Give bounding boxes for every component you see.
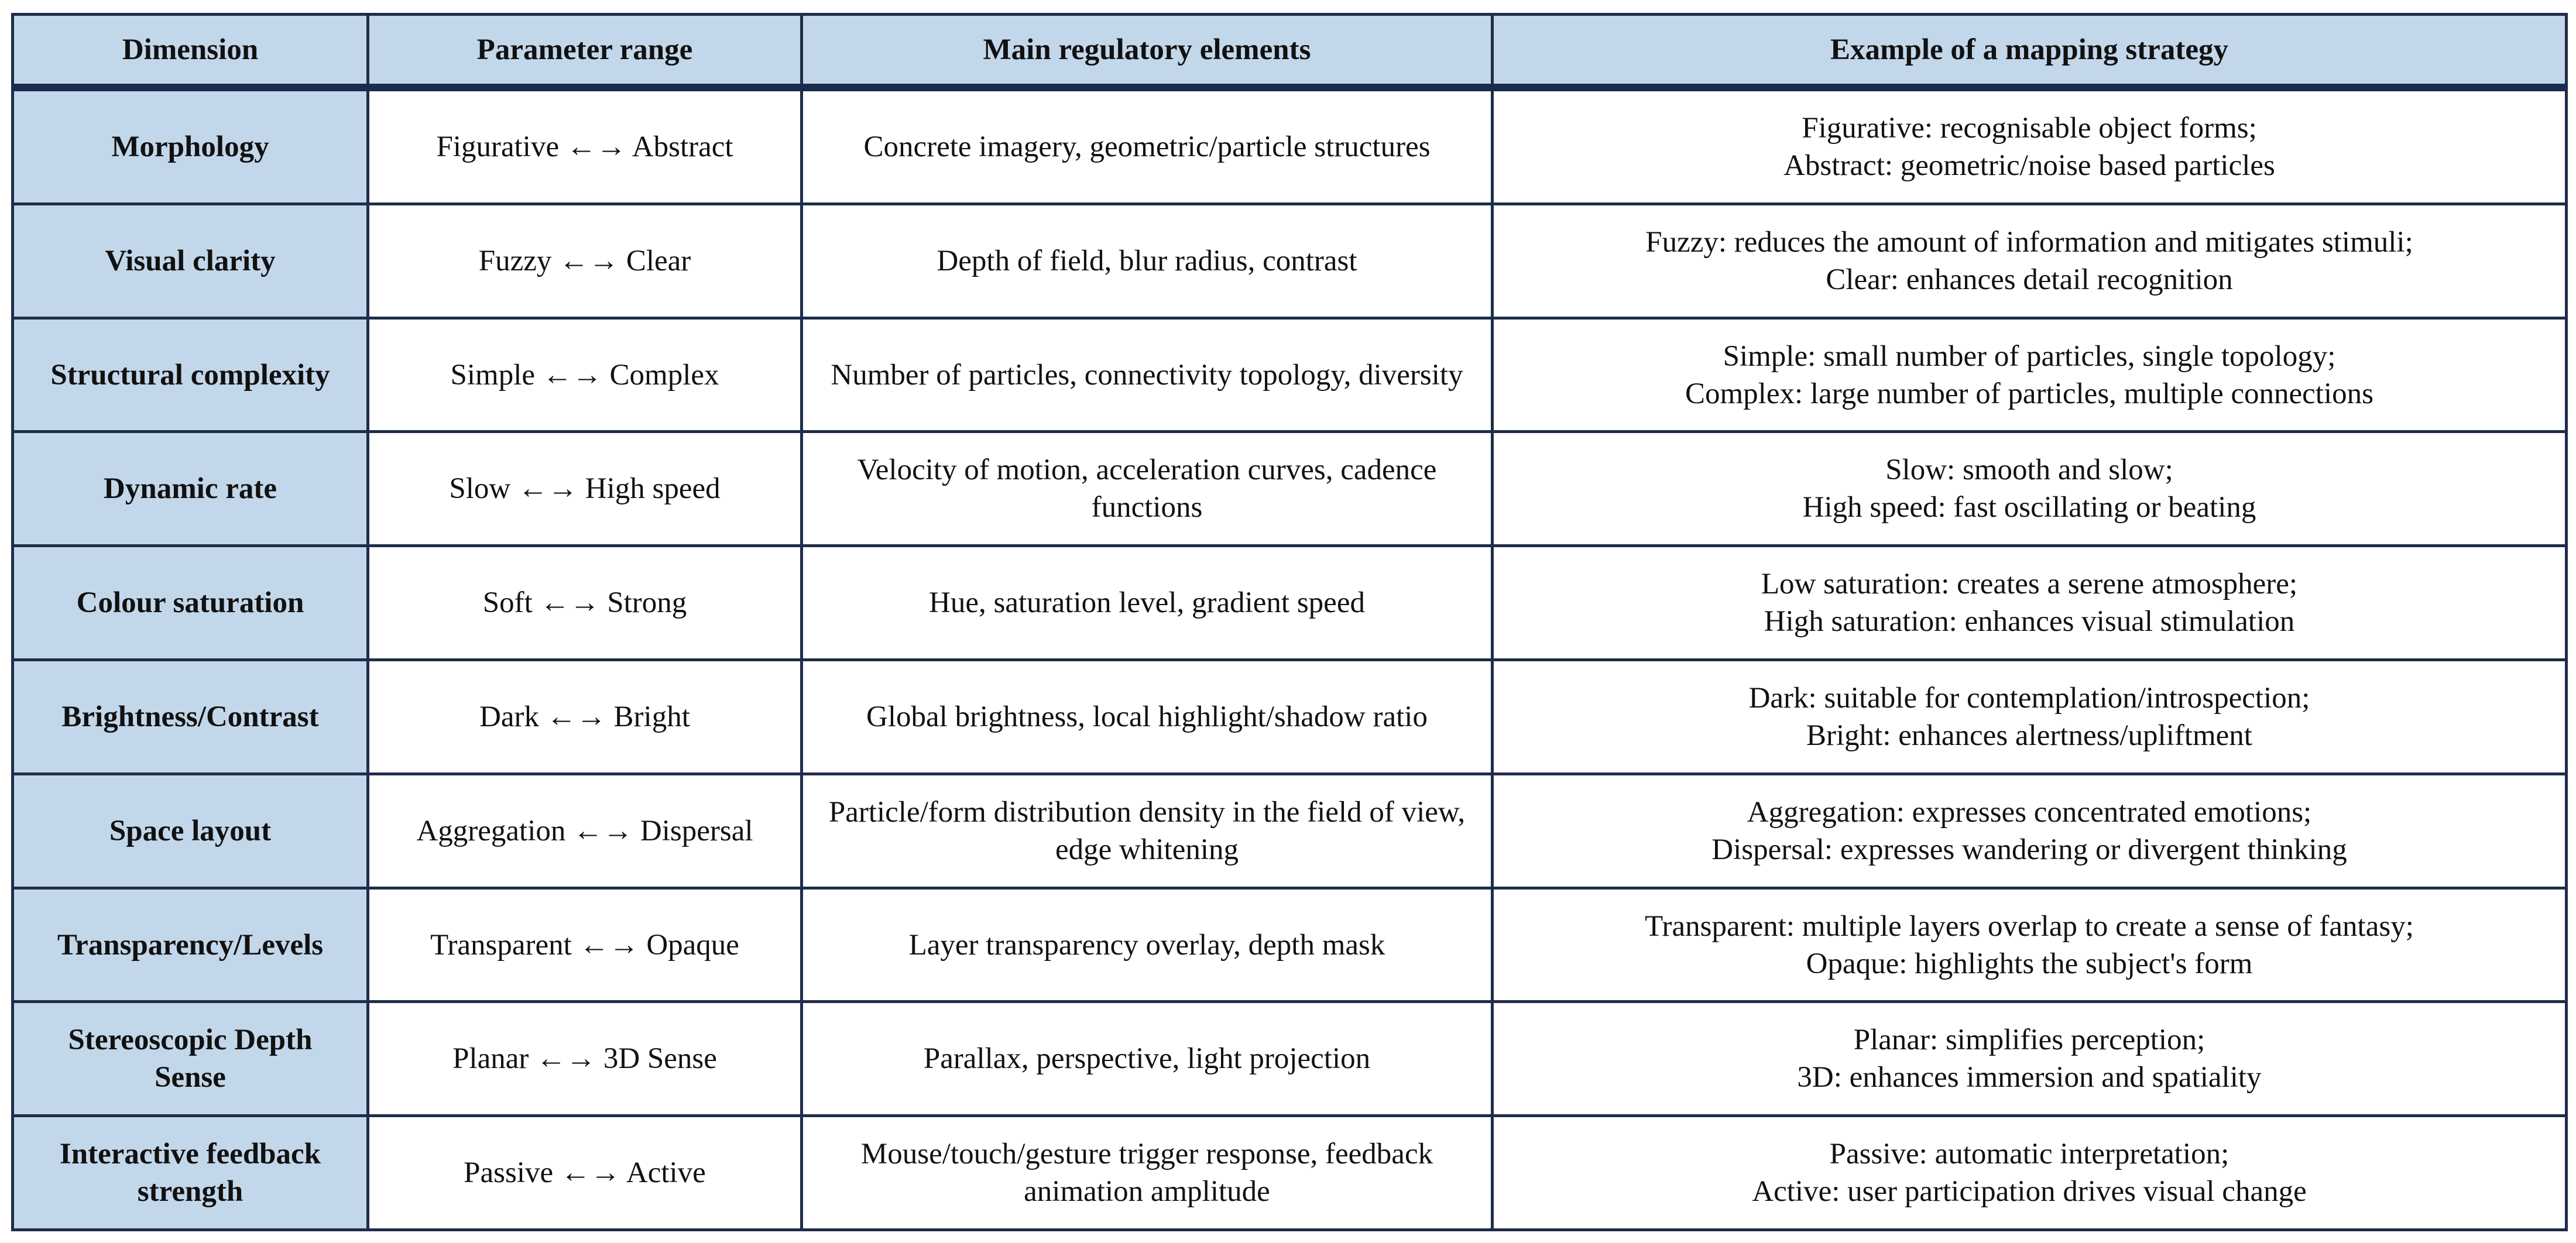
regulatory-elements-cell: Depth of field, blur radius, contrast [802, 204, 1493, 318]
mapping-strategy-line: Dispersal: expresses wandering or divergent thinking [1711, 833, 2347, 866]
mapping-strategy-line: Bright: enhances alertness/upliftment [1806, 719, 2252, 752]
mapping-strategy-cell [1493, 318, 2567, 432]
regulatory-elements-cell: Mouse/touch/gesture trigger response, feedback animation amplitude [802, 1116, 1493, 1230]
header-main-regulatory-elements: Main regulatory elements [802, 15, 1493, 88]
dimension-cell: Interactive feedback strength [13, 1116, 368, 1230]
regulatory-elements-cell: Particle/form distribution density in the field of view, edge whitening [802, 774, 1493, 888]
mapping-strategy-cell [1493, 1002, 2567, 1116]
mapping-strategy-line: Fuzzy: reduces the amount of information and mitigates stimuli; [1645, 225, 2413, 259]
mapping-strategy-table-container [11, 13, 2565, 1231]
dimension-cell: Space layout [13, 774, 368, 888]
table-row [13, 1002, 2567, 1116]
parameter-range-cell: Simple ←→ Complex [368, 318, 802, 432]
regulatory-elements-cell: Hue, saturation level, gradient speed [802, 546, 1493, 660]
mapping-strategy-line: Aggregation: expresses concentrated emotions; [1747, 795, 2312, 829]
dimension-cell: Morphology [13, 88, 368, 204]
parameter-range-cell: Figurative ←→ Abstract [368, 88, 802, 204]
mapping-strategy-line: High saturation: enhances visual stimulation [1764, 605, 2295, 638]
regulatory-elements-cell: Parallax, perspective, light projection [802, 1002, 1493, 1116]
mapping-strategy-cell [1493, 204, 2567, 318]
header-mapping-strategy: Example of a mapping strategy [1493, 15, 2567, 88]
table-row [13, 774, 2567, 888]
dimension-cell: Colour saturation [13, 546, 368, 660]
mapping-strategy-line: Clear: enhances detail recognition [1826, 263, 2233, 296]
table-row [13, 660, 2567, 774]
parameter-range-cell: Transparent ←→ Opaque [368, 888, 802, 1002]
mapping-strategy-line: Active: user participation drives visual change [1752, 1175, 2307, 1208]
parameter-range-cell: Passive ←→ Active [368, 1116, 802, 1230]
mapping-strategy-cell [1493, 546, 2567, 660]
mapping-strategy-cell [1493, 660, 2567, 774]
mapping-strategy-line: Simple: small number of particles, single topology; [1723, 339, 2336, 373]
header-row [13, 15, 2567, 88]
dimension-cell: Brightness/Contrast [13, 660, 368, 774]
mapping-strategy-line: Slow: smooth and slow; [1885, 454, 2173, 487]
regulatory-elements-cell: Global brightness, local highlight/shadow ratio [802, 660, 1493, 774]
mapping-strategy-line: High speed: fast oscillating or beating [1802, 491, 2256, 524]
table-body [13, 88, 2567, 1230]
table-row [13, 204, 2567, 318]
mapping-strategy-line: Transparent: multiple layers overlap to create a sense of fantasy; [1645, 909, 2414, 943]
table-row [13, 318, 2567, 432]
mapping-strategy-line: Abstract: geometric/noise based particles [1783, 149, 2275, 182]
regulatory-elements-cell: Concrete imagery, geometric/particle structures [802, 88, 1493, 204]
dimension-cell: Transparency/Levels [13, 888, 368, 1002]
table-header [13, 15, 2567, 88]
parameter-range-cell: Slow ←→ High speed [368, 432, 802, 546]
mapping-strategy-line: Figurative: recognisable object forms; [1802, 111, 2257, 145]
parameter-range-cell: Planar ←→ 3D Sense [368, 1002, 802, 1116]
table-row [13, 546, 2567, 660]
mapping-strategy-cell [1493, 432, 2567, 546]
mapping-strategy-cell [1493, 774, 2567, 888]
mapping-strategy-line: Opaque: highlights the subject's form [1806, 947, 2253, 980]
mapping-strategy-table [11, 13, 2568, 1231]
mapping-strategy-line: Dark: suitable for contemplation/introspection; [1748, 681, 2310, 715]
parameter-range-cell: Aggregation ←→ Dispersal [368, 774, 802, 888]
table-row [13, 432, 2567, 546]
mapping-strategy-line: Planar: simplifies perception; [1853, 1024, 2205, 1057]
table-row [13, 888, 2567, 1002]
mapping-strategy-line: Passive: automatic interpretation; [1829, 1138, 2229, 1171]
header-dimension: Dimension [13, 15, 368, 88]
table-row [13, 88, 2567, 204]
regulatory-elements-cell: Velocity of motion, acceleration curves, cadence functions [802, 432, 1493, 546]
parameter-range-cell: Dark ←→ Bright [368, 660, 802, 774]
mapping-strategy-line: Low saturation: creates a serene atmosphere; [1761, 568, 2298, 601]
header-parameter-range: Parameter range [368, 15, 802, 88]
regulatory-elements-cell: Number of particles, connectivity topology, diversity [802, 318, 1493, 432]
mapping-strategy-cell [1493, 1116, 2567, 1230]
dimension-cell: Dynamic rate [13, 432, 368, 546]
mapping-strategy-cell [1493, 888, 2567, 1002]
parameter-range-cell: Soft ←→ Strong [368, 546, 802, 660]
table-row [13, 1116, 2567, 1230]
mapping-strategy-line: 3D: enhances immersion and spatiality [1797, 1061, 2262, 1094]
dimension-cell: Structural complexity [13, 318, 368, 432]
mapping-strategy-cell [1493, 88, 2567, 204]
dimension-cell: Stereoscopic Depth Sense [13, 1002, 368, 1116]
regulatory-elements-cell: Layer transparency overlay, depth mask [802, 888, 1493, 1002]
mapping-strategy-line: Complex: large number of particles, multiple connections [1685, 377, 2373, 410]
dimension-cell: Visual clarity [13, 204, 368, 318]
parameter-range-cell: Fuzzy ←→ Clear [368, 204, 802, 318]
